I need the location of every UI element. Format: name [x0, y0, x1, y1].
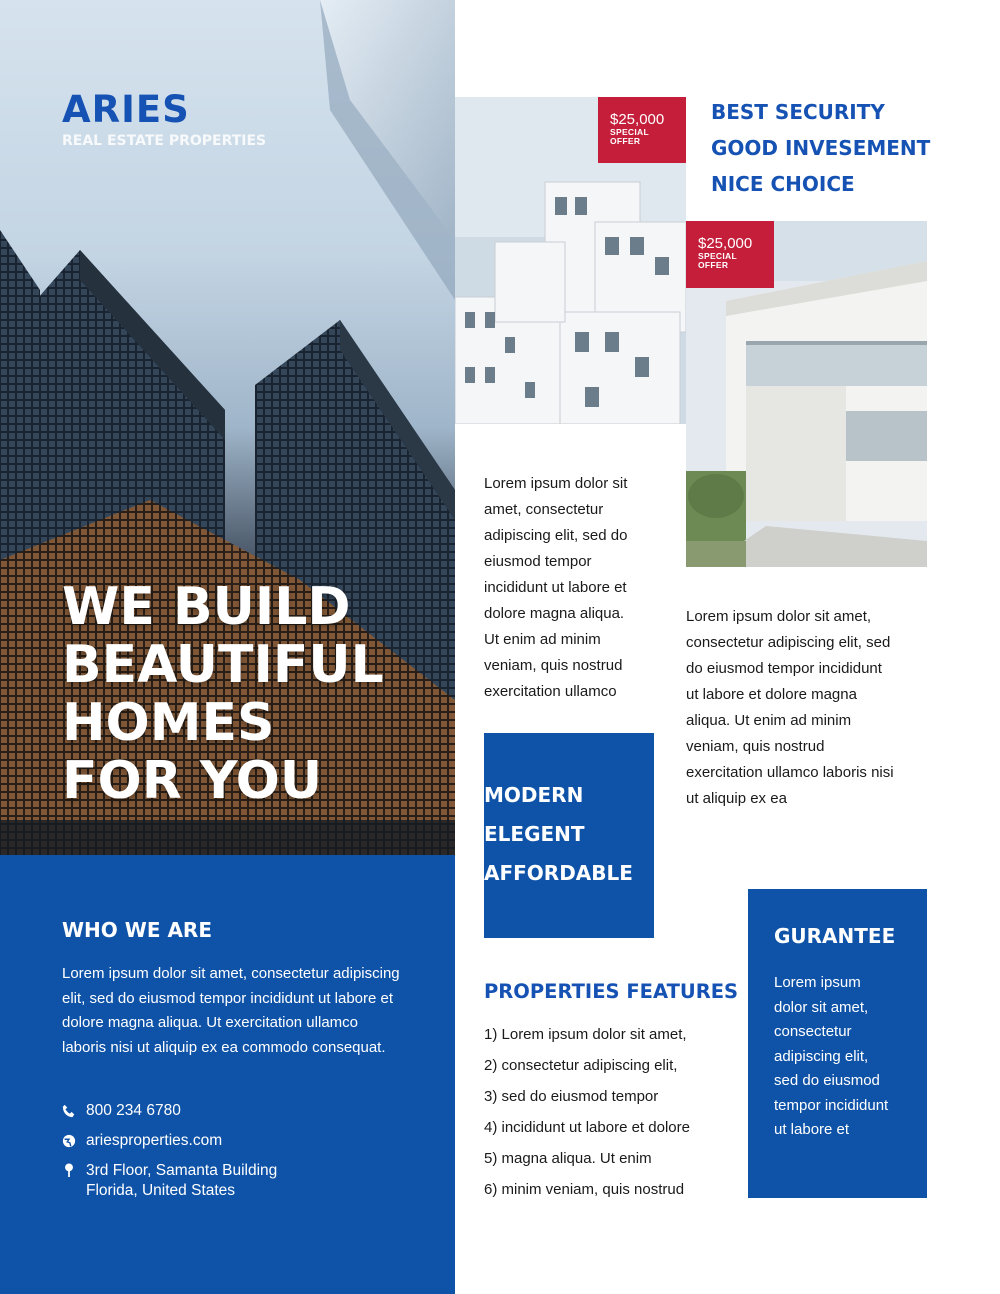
box-line: MODERN	[484, 783, 584, 807]
hero-headline	[62, 578, 462, 810]
headline-line: BEAUTIFUL	[62, 635, 384, 695]
headline-line: FOR YOU	[62, 751, 323, 811]
guarantee-line: sed do eiusmod	[774, 1072, 880, 1089]
paragraph-line: dolore magna aliqua.	[484, 605, 625, 622]
guarantee-line: tempor incididunt	[774, 1096, 889, 1114]
paragraph-left	[484, 471, 654, 705]
list-item: 3) sed do eiusmod tempor	[484, 1088, 659, 1105]
box-line: AFFORDABLE	[484, 861, 633, 885]
taglines	[711, 94, 930, 202]
list-item: 1) Lorem ipsum dolor sit amet,	[484, 1026, 687, 1043]
address-line: Florida, United States	[86, 1182, 236, 1199]
features-title: PROPERTIES FEATURES	[484, 980, 739, 1003]
brand-name: ARIES	[62, 88, 190, 131]
location-pin-icon	[62, 1163, 76, 1177]
paragraph-right	[686, 604, 926, 812]
paragraph-line: consectetur adipiscing elit, sed	[686, 634, 891, 651]
guarantee-title: GURANTEE	[774, 924, 896, 948]
modern-elegant-box	[484, 733, 654, 938]
paragraph-line: incididunt ut labore et	[484, 579, 627, 596]
headline-line: HOMES	[62, 693, 275, 753]
paragraph-line: do eiusmod tempor incididunt	[686, 660, 882, 677]
special-offer-badge-2	[686, 221, 774, 288]
list-item: 2) consectetur adipiscing elit,	[484, 1057, 678, 1074]
tagline: BEST SECURITY	[711, 100, 885, 124]
list-item: 4) incididunt ut labore et dolore	[484, 1119, 690, 1136]
paragraph-line: exercitation ullamco	[484, 683, 617, 700]
paragraph-line: Lorem ipsum dolor sit	[484, 475, 628, 492]
who-we-are-body: Lorem ipsum dolor sit amet, consectetur adipiscing elit, sed do eiusmod tempor incididunt ut labore et dolore magna aliqua. Ut exercitation ullamco laboris nisi ut aliquip ex ea commodo consequat.	[62, 965, 400, 1056]
phone-icon	[62, 1104, 76, 1118]
paragraph-line: amet, consectetur	[484, 501, 604, 518]
contact-address	[62, 1161, 277, 1201]
offer-price: $25,000	[698, 235, 753, 252]
guarantee-body	[774, 971, 914, 1143]
offer-price: $25,000	[610, 111, 665, 128]
contact-website[interactable]	[62, 1132, 222, 1150]
paragraph-line: aliqua. Ut enim ad minim	[686, 712, 852, 729]
paragraph-line: veniam, quis nostrud	[484, 657, 623, 674]
paragraph-line: Ut enim ad minim	[484, 631, 601, 648]
contact-phone[interactable]	[62, 1102, 181, 1120]
paragraph-line: ut labore et dolore magna	[686, 686, 857, 703]
offer-label: OFFER	[698, 260, 729, 270]
paragraph-line: exercitation ullamco laboris nisi	[686, 764, 894, 781]
tagline: NICE CHOICE	[711, 172, 855, 196]
list-item: 6) minim veniam, quis nostrud	[484, 1181, 685, 1198]
paragraph-line: veniam, quis nostrud	[686, 738, 825, 755]
guarantee-line: dolor sit amet,	[774, 998, 869, 1016]
paragraph-line: Lorem ipsum dolor sit amet,	[686, 608, 872, 625]
guarantee-line: Lorem ipsum	[774, 974, 861, 991]
globe-icon	[62, 1134, 76, 1148]
list-item: 5) magna aliqua. Ut enim	[484, 1150, 652, 1167]
headline-line: WE BUILD	[62, 577, 351, 637]
box-line: ELEGENT	[484, 822, 585, 846]
paragraph-line: adipiscing elit, sed do	[484, 527, 628, 544]
guarantee-line: ut labore et	[774, 1121, 850, 1138]
phone-number: 800 234 6780	[86, 1102, 181, 1119]
who-we-are-title: WHO WE ARE	[62, 918, 212, 942]
paragraph-line: eiusmod tempor	[484, 553, 592, 570]
brand-subtitle: REAL ESTATE PROPERTIES	[62, 133, 267, 149]
tagline: GOOD INVESEMENT	[711, 136, 931, 160]
guarantee-line: adipiscing elit,	[774, 1047, 869, 1065]
offer-label: OFFER	[610, 136, 641, 146]
website-link: ariesproperties.com	[86, 1132, 223, 1149]
special-offer-badge-1	[598, 97, 686, 163]
features-list	[484, 1022, 690, 1208]
address-line: 3rd Floor, Samanta Building	[86, 1162, 278, 1179]
paragraph-line: ut aliquip ex ea	[686, 790, 787, 807]
offer-label: SPECIAL	[610, 127, 649, 137]
offer-label: SPECIAL	[698, 251, 737, 261]
guarantee-line: consectetur	[774, 1023, 852, 1040]
